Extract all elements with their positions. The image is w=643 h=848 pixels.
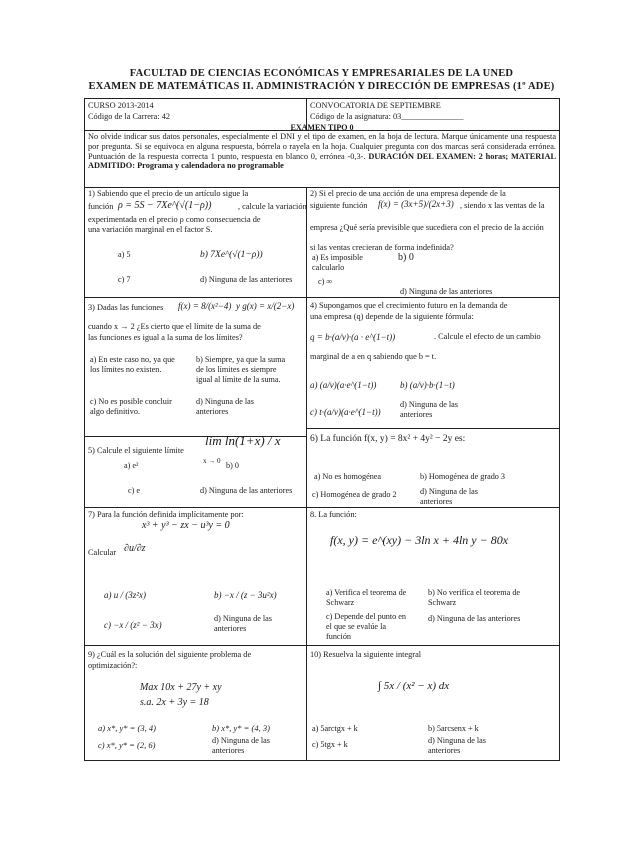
degree-code: Código de la Carrera: 42	[88, 112, 171, 121]
q4-line1: 4) Supongamos que el crecimiento futuro en la demanda de	[310, 301, 508, 310]
q9-option-a: a) x*, y* = (3, 4)	[98, 723, 156, 733]
q6-option-b: b) Homogénea de grado 3	[420, 472, 506, 481]
q8-option-a: a) Verifica el teorema de Schwarz	[326, 588, 407, 607]
q1-line3: , calcule la variación	[238, 202, 307, 211]
q1-option-a: a) 5	[118, 250, 131, 259]
q2-option-c: c) ∞	[318, 277, 333, 286]
q2-option-a: a) Es imposible calcularlo	[312, 253, 363, 272]
q7-derivative: ∂u/∂z	[124, 543, 146, 554]
faculty-title: FACULTAD DE CIENCIAS ECONÓMICAS Y EMPRESARIALES DE LA UNED	[129, 68, 514, 79]
q1-line2: función	[88, 202, 114, 211]
q1-option-c: c) 7	[118, 275, 131, 284]
q9-constraint: s.a. 2x + 3y = 18	[140, 697, 209, 708]
q4-line3: . Calcule el efecto de un cambio	[434, 332, 541, 341]
q10-option-c: c) 5tgx + k	[312, 740, 348, 749]
q4-formula: q = b·(a/v)·(a · e^(1−t))	[310, 332, 396, 342]
q1-formula: ρ = 5S − 7Xe^(√(1−ρ))	[118, 200, 212, 211]
q9-option-c: c) x*, y* = (2, 6)	[98, 740, 156, 750]
q5-stem: 5) Calcule el siguiente límite	[88, 446, 184, 455]
q7-calc: Calcular	[88, 548, 117, 557]
q3-line1: 3) Dadas las funciones	[88, 303, 164, 312]
divider	[84, 507, 560, 508]
q10-option-a: a) 5arctgx + k	[312, 724, 358, 733]
course-year: CURSO 2013-2014	[88, 101, 154, 110]
q4-line4: marginal de a en q sabiendo que b = t.	[310, 352, 437, 361]
q3-option-a: a) En este caso no, ya que los límites no existen.	[90, 355, 175, 374]
q6-option-c: c) Homogénea de grado 2	[312, 490, 397, 499]
q4-option-b: b) (a/v)·b·(1−t)	[400, 380, 455, 390]
q3-g: y g(x) = x/(2−x)	[236, 301, 295, 311]
divider	[84, 645, 560, 646]
q1-line4: experimentada en el precio ρ como consecuencia de	[88, 215, 261, 224]
q2-option-b: b) 0	[398, 252, 414, 263]
q4-line2: una empresa (q) depende de la siguiente fórmula:	[310, 312, 474, 321]
q5-option-c: c) e	[128, 486, 141, 495]
q10-formula: ∫ 5x / (x² − x) dx	[378, 680, 450, 692]
divider	[306, 187, 307, 760]
q3-option-b: b) Siempre, ya que la suma de los límites es siempre igual al límite de la suma.	[196, 355, 286, 384]
q2-line1: 2) Si el precio de una acción de una empresa depende de la	[310, 189, 506, 198]
q9-line1: 9) ¿Cuál es la solución del siguiente problema de	[88, 650, 252, 659]
q3-f: f(x) = 8/(x²−4)	[178, 301, 232, 311]
divider	[84, 297, 560, 298]
q3-line2: cuando x → 2 ¿Es cierto que el límite de la suma de	[88, 322, 261, 331]
q8-stem: 8. La función:	[310, 510, 357, 519]
q5-limit-sub: x → 0	[203, 457, 221, 465]
q2-line3: , siendo x las ventas de la	[460, 201, 545, 210]
q7-formula: x³ + y³ − zx − u³y = 0	[142, 520, 230, 531]
q2-line4: empresa ¿Qué sería previsible que sucediera con el precio de la acción	[310, 223, 544, 232]
q5-formula: lim ln(1+x) / x	[205, 433, 281, 448]
q10-stem: 10) Resuelva la siguiente integral	[310, 650, 422, 659]
divider	[84, 187, 560, 188]
q9-option-b: b) x*, y* = (4, 3)	[212, 723, 270, 733]
q1-option-d: d) Ninguna de las anteriores	[200, 275, 293, 284]
exam-title: EXAMEN DE MATEMÁTICAS II. ADMINISTRACIÓN Y DIRECCIÓN DE EMPRESAS (1º ADE)	[88, 81, 555, 92]
q5-option-d: d) Ninguna de las anteriores	[200, 486, 293, 495]
q10-option-b: b) 5arcsenx + k	[428, 724, 479, 733]
q9-line2: optimización?:	[88, 661, 138, 670]
subject-code: Código de la asignatura: 03_______________	[310, 112, 464, 121]
instructions-text: No olvide indicar sus datos personales, especialmente el DNI y el tipo de examen, en la hoja de lectura. Marque únicamente una respuesta por pregunta. Si se equivoca en alguna respuesta, bórrela o rayela en la hoja. Cualquier pregunta con dos marcas será considerada errónea. Puntuación de la respuesta correcta 1 punto, respuesta en blanco 0, errónea -0,3-.	[88, 132, 556, 161]
q2-line2: siguiente función	[310, 201, 368, 210]
table-border-bottom	[84, 760, 560, 761]
q7-option-c: c) −x / (z² − 3x)	[104, 620, 162, 630]
q9-objective: Max 10x + 27y + xy	[140, 682, 222, 693]
q2-option-d: d) Ninguna de las anteriores	[400, 287, 493, 296]
q7-option-d: d) Ninguna de las anteriores	[214, 614, 272, 633]
q1-option-b: b) 7Xe^(√(1−ρ))	[200, 250, 263, 260]
q2-formula: f(x) = (3x+5)/(2x+3)	[378, 199, 454, 209]
q5-option-a: a) e²	[124, 461, 139, 470]
q6-option-d: d) Ninguna de las anteriores	[420, 487, 478, 506]
table-border-left	[84, 98, 85, 760]
exam-type: EXAMEN TIPO 0	[290, 123, 354, 132]
q6-stem: 6) La función f(x, y) = 8x² + 4y² − 2y es:	[310, 434, 466, 444]
q8-option-c: c) Depende del punto en el que se evalúe la función	[326, 612, 407, 641]
q4-option-c: c) t·(a/v)(a·e^(1−t))	[310, 407, 381, 417]
instructions-duration: DURACIÓN DEL EXAMEN: 2 horas; MATERIAL ADMITIDO: Programa y calendadora no programable	[88, 151, 557, 171]
divider	[306, 428, 560, 429]
q4-option-a: a) (a/v)(a·e^(1−t))	[310, 380, 377, 390]
q2-line5: si las ventas crecieran de forma indefinida?	[310, 243, 454, 252]
table-border-top	[84, 98, 560, 99]
q9-option-d: d) Ninguna de las anteriores	[212, 736, 270, 755]
q1-line1: 1) Sabiendo que el precio de un artículo sigue la	[88, 189, 249, 198]
q3-option-d: d) Ninguna de las anteriores	[196, 397, 254, 416]
q7-stem: 7) Para la función definida implícitamente por:	[88, 510, 244, 519]
q8-formula: f(x, y) = e^(xy) − 3ln x + 4ln y − 80x	[330, 533, 509, 547]
q7-option-a: a) u / (3z²x)	[104, 590, 146, 600]
q8-option-b: b) No verifica el teorema de Schwarz	[428, 588, 521, 607]
q1-line5: una variación marginal en el factor S.	[88, 225, 213, 234]
q3-line3: las funciones es igual a la suma de los límites?	[88, 333, 243, 342]
q1-stem	[88, 189, 302, 200]
q3-option-c: c) No es posible concluir algo definitivo.	[90, 397, 172, 416]
q10-option-d: d) Ninguna de las anteriores	[428, 736, 486, 755]
exam-session: CONVOCATORIA DE SEPTIEMBRE	[310, 101, 441, 110]
instructions	[88, 132, 556, 171]
q6-option-a: a) No es homogénea	[314, 472, 382, 481]
q7-option-b: b) −x / (z − 3u²x)	[214, 590, 277, 600]
q4-option-d: d) Ninguna de las anteriores	[400, 400, 458, 419]
q5-option-b: b) 0	[226, 461, 239, 470]
q8-option-d: d) Ninguna de las anteriores	[428, 614, 521, 623]
table-border-right	[559, 98, 560, 760]
